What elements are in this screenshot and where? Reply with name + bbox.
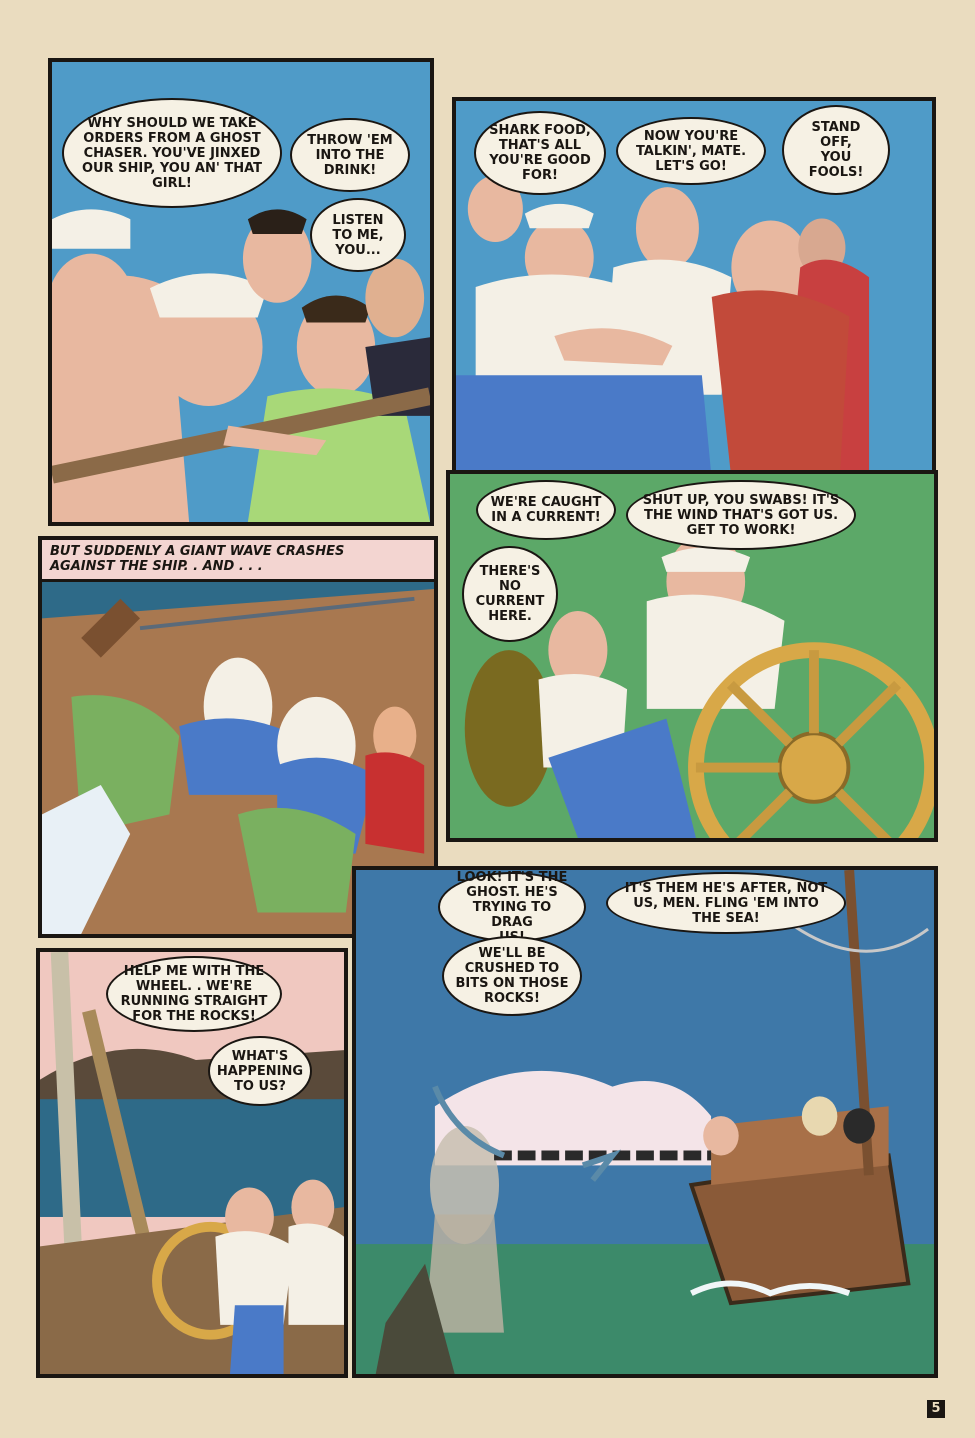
page-number: 5 [927, 1400, 945, 1418]
speech-bubble: SHUT UP, YOU SWABS! IT'S THE WIND THAT'S GOT US. GET TO WORK! [626, 480, 856, 550]
panel-1 [48, 58, 434, 526]
speech-bubble: WHY SHOULD WE TAKE ORDERS FROM A GHOST CHASER. YOU'VE JINXED OUR SHIP, YOU AN' THAT GIRL! [62, 98, 282, 208]
narration-caption: BUT SUDDENLY A GIANT WAVE CRASHES AGAINST THE SHIP. . AND . . . [42, 540, 434, 582]
speech-bubble: LOOK! IT'S THE GHOST. HE'S TRYING TO DRAG [438, 872, 586, 942]
speech-bubble: WHAT'S HAPPENING TO US? [208, 1036, 312, 1106]
panel-5 [36, 948, 348, 1378]
speech-bubble: IT'S THEM HE'S AFTER, NOT US, MEN. FLING 'EM INTO THE SEA! [606, 872, 846, 934]
speech-bubble: SHARK FOOD, THAT'S ALL YOU'RE GOOD FOR! [474, 111, 606, 195]
panel-2 [452, 97, 936, 483]
panel-6-art [356, 870, 934, 1374]
speech-bubble: THROW 'EM INTO THE DRINK! [290, 118, 410, 192]
speech-bubble: LISTEN TO ME, YOU... [310, 198, 406, 272]
speech-bubble: HELP ME WITH THE WHEEL. . WE'RE RUNNING STRAIGHT FOR THE ROCKS! [106, 956, 282, 1032]
speech-bubble: THERE'S NO CURRENT HERE. [462, 546, 558, 642]
speech-bubble: WE'LL BE CRUSHED TO BITS ON THOSE ROCKS! [442, 936, 582, 1016]
speech-bubble: WE'RE CAUGHT IN A CURRENT! [476, 480, 616, 540]
speech-bubble: STAND OFF, YOU FOOLS! [782, 105, 890, 195]
panel-6 [352, 866, 938, 1378]
panel-4 [446, 470, 938, 842]
speech-bubble: NOW YOU'RE TALKIN', MATE. LET'S GO! [616, 117, 766, 185]
